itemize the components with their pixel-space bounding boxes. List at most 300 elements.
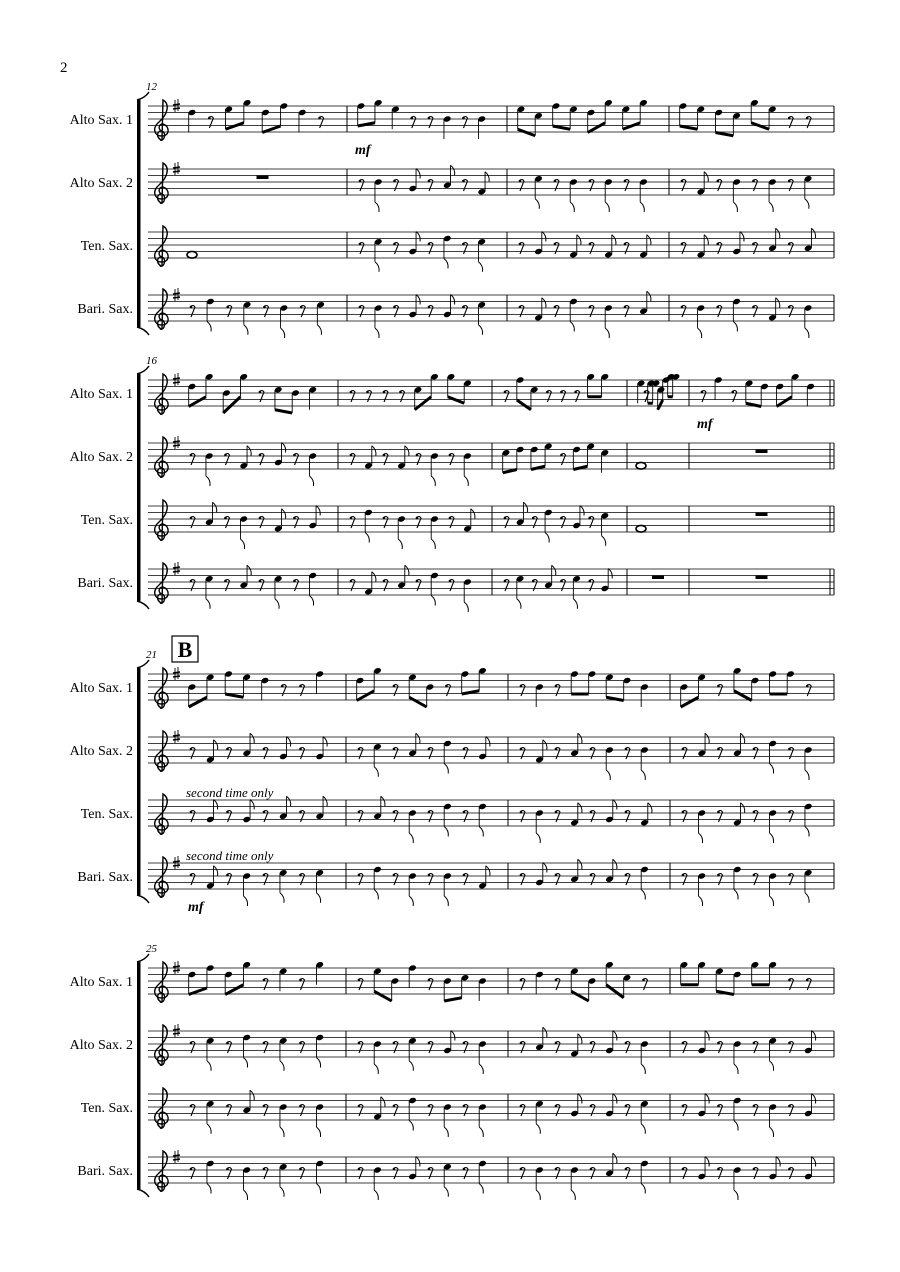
sharp-icon bbox=[173, 735, 180, 736]
note-flag bbox=[542, 298, 546, 308]
eighth-rest-icon bbox=[428, 180, 431, 183]
note-flag bbox=[323, 796, 327, 806]
eighth-rest-icon bbox=[224, 580, 227, 583]
note-flag bbox=[381, 1097, 385, 1107]
note-flag bbox=[577, 235, 581, 245]
dynamic-marking: mf bbox=[355, 143, 371, 158]
note-flag bbox=[543, 740, 547, 750]
expression-text: second time only bbox=[186, 848, 274, 863]
note-flag bbox=[275, 599, 279, 609]
sharp-icon bbox=[173, 1155, 180, 1156]
eighth-rest-icon bbox=[445, 685, 448, 688]
instrument-label: Alto Sax. 2 bbox=[69, 450, 133, 465]
note-flag bbox=[374, 890, 378, 900]
eighth-rest-icon bbox=[393, 748, 396, 751]
eighth-rest-icon bbox=[520, 1168, 523, 1171]
instrument-label: Bari. Sax. bbox=[77, 576, 133, 591]
eighth-rest-icon bbox=[428, 811, 431, 814]
eighth-rest-icon bbox=[560, 454, 563, 457]
measure-number: 21 bbox=[146, 649, 157, 661]
eighth-rest-icon bbox=[190, 306, 193, 309]
note-flag bbox=[281, 328, 285, 338]
note-flag bbox=[250, 800, 254, 810]
eighth-rest-icon bbox=[190, 874, 193, 877]
note-flag bbox=[444, 827, 448, 837]
eighth-rest-icon bbox=[300, 306, 303, 309]
measure-number: 16 bbox=[146, 355, 157, 367]
instrument-staff bbox=[77, 288, 834, 338]
instrument-staff bbox=[70, 99, 834, 140]
instrument-staff bbox=[81, 226, 834, 272]
eighth-rest-icon bbox=[428, 1042, 431, 1045]
system-bracket bbox=[137, 660, 149, 668]
eighth-rest-icon bbox=[393, 1168, 396, 1171]
note-flag bbox=[316, 506, 320, 516]
eighth-rest-icon bbox=[806, 685, 809, 688]
eighth-rest-icon bbox=[358, 1042, 361, 1045]
instrument-label: Alto Sax. 1 bbox=[69, 387, 133, 402]
eighth-rest-icon bbox=[393, 874, 396, 877]
eighth-rest-icon bbox=[226, 874, 229, 877]
system bbox=[70, 636, 834, 915]
note-flag bbox=[805, 199, 809, 209]
sharp-icon bbox=[173, 293, 180, 294]
eighth-rest-icon bbox=[520, 685, 523, 688]
eighth-rest-icon bbox=[753, 1042, 756, 1045]
note-flag bbox=[207, 1061, 211, 1071]
note-flag bbox=[243, 896, 247, 906]
note-flag bbox=[287, 796, 291, 806]
system bbox=[70, 81, 834, 338]
note-flag bbox=[734, 890, 738, 900]
eighth-rest-icon bbox=[359, 243, 362, 246]
note-flag bbox=[580, 506, 584, 516]
note-flag bbox=[398, 539, 402, 549]
note-flag bbox=[698, 896, 702, 906]
eighth-rest-icon bbox=[416, 454, 419, 457]
note-beam bbox=[189, 988, 207, 995]
eighth-rest-icon bbox=[259, 580, 262, 583]
eighth-rest-icon bbox=[263, 748, 266, 751]
note-beam bbox=[553, 126, 571, 129]
eighth-rest-icon bbox=[681, 306, 684, 309]
eighth-rest-icon bbox=[358, 1168, 361, 1171]
expression-text: second time only bbox=[186, 785, 274, 800]
note-beam bbox=[777, 397, 792, 407]
note-flag bbox=[206, 599, 210, 609]
eighth-rest-icon bbox=[383, 580, 386, 583]
eighth-rest-icon bbox=[555, 1168, 558, 1171]
note-flag bbox=[207, 322, 211, 332]
eighth-rest-icon bbox=[716, 180, 719, 183]
note-flag bbox=[734, 1190, 738, 1200]
eighth-rest-icon bbox=[463, 811, 466, 814]
note-flag bbox=[769, 1127, 773, 1137]
instrument-label: Ten. Sax. bbox=[80, 1101, 133, 1116]
eighth-rest-icon bbox=[393, 811, 396, 814]
note-flag bbox=[578, 733, 582, 743]
note-flag bbox=[536, 833, 540, 843]
note-flag bbox=[444, 764, 448, 774]
note-flag bbox=[287, 737, 291, 747]
note-flag bbox=[705, 1031, 709, 1041]
eighth-rest-icon bbox=[625, 1168, 628, 1171]
eighth-rest-icon bbox=[428, 1105, 431, 1108]
eighth-rest-icon bbox=[519, 243, 522, 246]
note-flag bbox=[479, 1184, 483, 1194]
note-flag bbox=[444, 896, 448, 906]
note-flag bbox=[409, 833, 413, 843]
note-flag bbox=[240, 539, 244, 549]
note-flag bbox=[570, 202, 574, 212]
eighth-rest-icon bbox=[554, 243, 557, 246]
note-flag bbox=[641, 1124, 645, 1134]
eighth-rest-icon bbox=[190, 454, 193, 457]
measure-number: 25 bbox=[146, 943, 157, 955]
eighth-rest-icon bbox=[259, 517, 262, 520]
note-flag bbox=[444, 1187, 448, 1197]
note-flag bbox=[812, 1094, 816, 1104]
whole-rest-icon bbox=[257, 176, 269, 180]
note-beam bbox=[415, 397, 432, 410]
note-flag bbox=[543, 1027, 547, 1037]
note-beam bbox=[588, 123, 606, 133]
eighth-rest-icon bbox=[504, 517, 507, 520]
note-beam bbox=[225, 694, 243, 697]
system-bracket bbox=[137, 366, 149, 374]
eighth-rest-icon bbox=[682, 1105, 685, 1108]
eighth-rest-icon bbox=[428, 117, 431, 120]
eighth-rest-icon bbox=[682, 1042, 685, 1045]
note-flag bbox=[282, 509, 286, 519]
eighth-rest-icon bbox=[574, 391, 577, 394]
sharp-icon bbox=[173, 1159, 180, 1160]
note-flag bbox=[375, 262, 379, 272]
eighth-rest-icon bbox=[299, 874, 302, 877]
note-flag bbox=[578, 803, 582, 813]
instrument-label: Alto Sax. 1 bbox=[69, 113, 133, 128]
system-bracket bbox=[137, 668, 141, 895]
note-flag bbox=[612, 235, 616, 245]
sharp-icon bbox=[173, 861, 180, 862]
note-beam bbox=[444, 998, 462, 1001]
note-flag bbox=[698, 328, 702, 338]
eighth-rest-icon bbox=[717, 1042, 720, 1045]
note-flag bbox=[769, 896, 773, 906]
note-flag bbox=[479, 1064, 483, 1074]
eighth-rest-icon bbox=[462, 306, 465, 309]
eighth-rest-icon bbox=[560, 517, 563, 520]
eighth-rest-icon bbox=[318, 117, 321, 120]
eighth-rest-icon bbox=[555, 811, 558, 814]
sharp-icon bbox=[173, 1029, 180, 1030]
note-beam bbox=[680, 126, 698, 129]
note-flag bbox=[280, 1187, 284, 1197]
eighth-rest-icon bbox=[752, 306, 755, 309]
eighth-rest-icon bbox=[281, 685, 284, 688]
note-flag bbox=[698, 833, 702, 843]
whole-rest-icon bbox=[756, 450, 768, 454]
eighth-rest-icon bbox=[717, 1168, 720, 1171]
note-flag bbox=[523, 502, 527, 512]
instrument-label: Ten. Sax. bbox=[80, 513, 133, 528]
system-bracket bbox=[137, 962, 141, 1189]
eighth-rest-icon bbox=[428, 1168, 431, 1171]
eighth-rest-icon bbox=[463, 874, 466, 877]
note-flag bbox=[486, 866, 490, 876]
note-flag bbox=[812, 1157, 816, 1167]
eighth-rest-icon bbox=[753, 811, 756, 814]
eighth-rest-icon bbox=[590, 1042, 593, 1045]
note-flag bbox=[431, 476, 435, 486]
eighth-rest-icon bbox=[625, 1042, 628, 1045]
note-flag bbox=[316, 1058, 320, 1068]
note-flag bbox=[733, 322, 737, 332]
eighth-rest-icon bbox=[504, 580, 507, 583]
eighth-rest-icon bbox=[554, 306, 557, 309]
eighth-rest-icon bbox=[753, 1105, 756, 1108]
note-flag bbox=[578, 1034, 582, 1044]
note-beam bbox=[189, 697, 207, 707]
note-flag bbox=[805, 770, 809, 780]
note-flag bbox=[316, 1127, 320, 1137]
eighth-rest-icon bbox=[731, 391, 734, 394]
eighth-rest-icon bbox=[393, 180, 396, 183]
note-flag bbox=[647, 235, 651, 245]
eighth-rest-icon bbox=[590, 1105, 593, 1108]
note-flag bbox=[776, 1157, 780, 1167]
eighth-rest-icon bbox=[224, 454, 227, 457]
note-flag bbox=[776, 298, 780, 308]
eighth-rest-icon bbox=[681, 243, 684, 246]
eighth-rest-icon bbox=[520, 811, 523, 814]
instrument-staff bbox=[81, 1088, 834, 1137]
eighth-rest-icon bbox=[366, 391, 369, 394]
eighth-rest-icon bbox=[399, 391, 402, 394]
note-flag bbox=[543, 863, 547, 873]
instrument-label: Bari. Sax. bbox=[77, 1164, 133, 1179]
eighth-rest-icon bbox=[532, 580, 535, 583]
note-beam bbox=[571, 991, 589, 1001]
instrument-label: Alto Sax. 2 bbox=[69, 1038, 133, 1053]
note-flag bbox=[486, 737, 490, 747]
note-flag bbox=[381, 796, 385, 806]
eighth-rest-icon bbox=[190, 748, 193, 751]
note-beam bbox=[503, 470, 517, 473]
note-beam bbox=[448, 397, 465, 404]
note-beam bbox=[681, 697, 699, 707]
eighth-rest-icon bbox=[520, 1105, 523, 1108]
eighth-rest-icon bbox=[293, 580, 296, 583]
note-flag bbox=[317, 325, 321, 335]
instrument-staff bbox=[70, 162, 834, 212]
eighth-rest-icon bbox=[717, 1105, 720, 1108]
instrument-label: Alto Sax. 2 bbox=[69, 744, 133, 759]
whole-rest-icon bbox=[756, 513, 768, 517]
eighth-rest-icon bbox=[625, 874, 628, 877]
eighth-rest-icon bbox=[358, 748, 361, 751]
note-head bbox=[636, 525, 646, 532]
eighth-rest-icon bbox=[682, 811, 685, 814]
eighth-rest-icon bbox=[393, 306, 396, 309]
eighth-rest-icon bbox=[350, 580, 353, 583]
eighth-rest-icon bbox=[546, 391, 549, 394]
note-flag bbox=[769, 833, 773, 843]
note-flag bbox=[316, 893, 320, 903]
system bbox=[70, 355, 834, 612]
eighth-rest-icon bbox=[410, 117, 413, 120]
eighth-rest-icon bbox=[788, 811, 791, 814]
eighth-rest-icon bbox=[358, 811, 361, 814]
eighth-rest-icon bbox=[299, 1042, 302, 1045]
eighth-rest-icon bbox=[753, 874, 756, 877]
note-flag bbox=[405, 446, 409, 456]
eighth-rest-icon bbox=[555, 748, 558, 751]
eighth-rest-icon bbox=[449, 454, 452, 457]
eighth-rest-icon bbox=[393, 685, 396, 688]
eighth-rest-icon bbox=[788, 979, 791, 982]
note-flag bbox=[606, 770, 610, 780]
note-beam bbox=[374, 991, 392, 1001]
note-flag bbox=[416, 232, 420, 242]
eighth-rest-icon bbox=[263, 306, 266, 309]
note-flag bbox=[605, 328, 609, 338]
eighth-rest-icon bbox=[717, 748, 720, 751]
note-flag bbox=[602, 536, 606, 546]
eighth-rest-icon bbox=[190, 1168, 193, 1171]
instrument-label: Alto Sax. 1 bbox=[69, 975, 133, 990]
eighth-rest-icon bbox=[428, 748, 431, 751]
eighth-rest-icon bbox=[263, 874, 266, 877]
note-beam bbox=[189, 397, 206, 407]
eighth-rest-icon bbox=[428, 979, 431, 982]
note-beam bbox=[658, 400, 663, 410]
eighth-rest-icon bbox=[449, 517, 452, 520]
eighth-rest-icon bbox=[299, 685, 302, 688]
eighth-rest-icon bbox=[625, 811, 628, 814]
note-flag bbox=[374, 767, 378, 777]
note-flag bbox=[207, 1184, 211, 1194]
eighth-rest-icon bbox=[681, 180, 684, 183]
eighth-rest-icon bbox=[299, 811, 302, 814]
eighth-rest-icon bbox=[752, 180, 755, 183]
eighth-rest-icon bbox=[462, 243, 465, 246]
eighth-rest-icon bbox=[589, 243, 592, 246]
eighth-rest-icon bbox=[555, 1042, 558, 1045]
note-flag bbox=[535, 199, 539, 209]
eighth-rest-icon bbox=[532, 517, 535, 520]
instrument-staff bbox=[70, 961, 834, 1002]
whole-rest-icon bbox=[652, 576, 664, 580]
eighth-rest-icon bbox=[717, 811, 720, 814]
eighth-rest-icon bbox=[463, 748, 466, 751]
eighth-rest-icon bbox=[358, 874, 361, 877]
eighth-rest-icon bbox=[625, 748, 628, 751]
note-flag bbox=[282, 443, 286, 453]
note-flag bbox=[374, 1190, 378, 1200]
note-flag bbox=[431, 539, 435, 549]
sharp-icon bbox=[173, 104, 180, 105]
note-flag bbox=[464, 476, 468, 486]
eighth-rest-icon bbox=[350, 391, 353, 394]
instrument-staff bbox=[70, 667, 834, 708]
system bbox=[70, 943, 834, 1200]
note-beam bbox=[734, 691, 752, 701]
eighth-rest-icon bbox=[259, 391, 262, 394]
sharp-icon bbox=[173, 571, 180, 572]
note-flag bbox=[375, 328, 379, 338]
note-flag bbox=[206, 476, 210, 486]
instrument-staff bbox=[70, 436, 834, 486]
note-flag bbox=[613, 800, 617, 810]
eighth-rest-icon bbox=[520, 748, 523, 751]
note-flag bbox=[641, 890, 645, 900]
eighth-rest-icon bbox=[560, 391, 563, 394]
eighth-rest-icon bbox=[383, 517, 386, 520]
note-flag bbox=[323, 737, 327, 747]
note-flag bbox=[214, 800, 218, 810]
eighth-rest-icon bbox=[753, 748, 756, 751]
note-flag bbox=[309, 476, 313, 486]
sharp-icon bbox=[173, 865, 180, 866]
system-bracket bbox=[137, 374, 141, 601]
note-flag bbox=[309, 596, 313, 606]
note-flag bbox=[365, 533, 369, 543]
note-flag bbox=[545, 533, 549, 543]
eighth-rest-icon bbox=[259, 454, 262, 457]
instrument-staff bbox=[70, 730, 834, 780]
note-flag bbox=[451, 1031, 455, 1041]
note-flag bbox=[536, 1124, 540, 1134]
eighth-rest-icon bbox=[190, 1105, 193, 1108]
eighth-rest-icon bbox=[226, 1105, 229, 1108]
note-flag bbox=[613, 1094, 617, 1104]
note-flag bbox=[578, 859, 582, 869]
instrument-staff bbox=[81, 794, 834, 843]
eighth-rest-icon bbox=[263, 1042, 266, 1045]
eighth-rest-icon bbox=[753, 1168, 756, 1171]
eighth-rest-icon bbox=[555, 1105, 558, 1108]
eighth-rest-icon bbox=[752, 243, 755, 246]
note-flag bbox=[405, 565, 409, 575]
note-flag bbox=[375, 202, 379, 212]
eighth-rest-icon bbox=[190, 1042, 193, 1045]
dynamic-marking: mf bbox=[188, 900, 204, 915]
eighth-rest-icon bbox=[788, 874, 791, 877]
note-flag bbox=[213, 502, 217, 512]
sharp-icon bbox=[173, 297, 180, 298]
note-flag bbox=[250, 1090, 254, 1100]
note-flag bbox=[451, 165, 455, 175]
eighth-rest-icon bbox=[449, 580, 452, 583]
eighth-rest-icon bbox=[263, 811, 266, 814]
eighth-rest-icon bbox=[555, 874, 558, 877]
eighth-rest-icon bbox=[263, 1168, 266, 1171]
note-beam bbox=[225, 123, 243, 130]
instrument-label: Bari. Sax. bbox=[77, 302, 133, 317]
eighth-rest-icon bbox=[350, 454, 353, 457]
note-flag bbox=[409, 1121, 413, 1131]
note-flag bbox=[372, 572, 376, 582]
note-flag bbox=[207, 1124, 211, 1134]
eighth-rest-icon bbox=[416, 580, 419, 583]
system-bracket bbox=[137, 954, 149, 962]
note-flag bbox=[374, 1064, 378, 1074]
note-flag bbox=[571, 1190, 575, 1200]
rehearsal-mark: B bbox=[177, 637, 193, 662]
eighth-rest-icon bbox=[590, 748, 593, 751]
note-flag bbox=[214, 740, 218, 750]
